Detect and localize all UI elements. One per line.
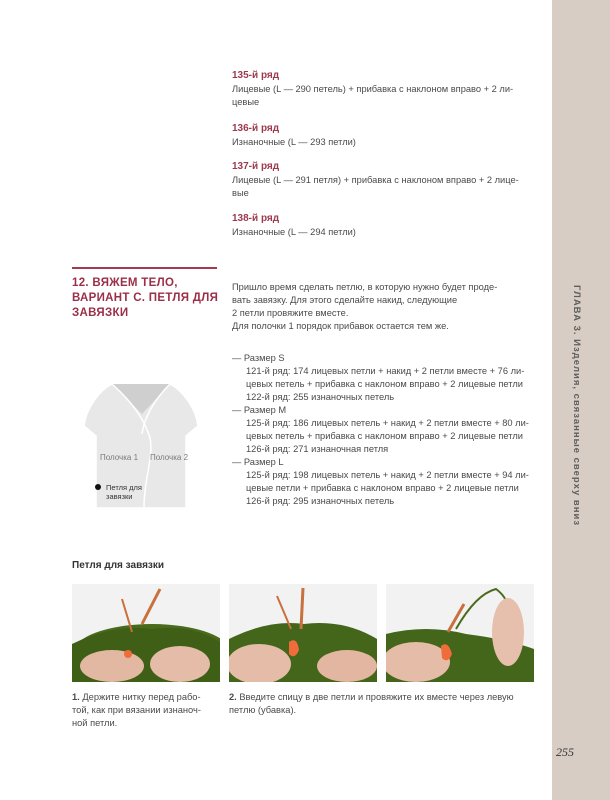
section-rule [72, 267, 217, 269]
size-label: — Размер S [232, 353, 285, 363]
row-block [232, 122, 542, 149]
section-intro: Пришло время сделать петлю, в которую нужно будет проде- вать завязку. Для этого сделайте накид, следующие 2 петли провяжите вместе. Для полочки 1 порядок прибавок остается тем же. [232, 282, 498, 331]
photo-caption-1 [72, 691, 222, 730]
knitting-photo-2 [229, 584, 377, 682]
caption-number: 2. [229, 692, 237, 702]
size-label: — Размер L [232, 457, 284, 467]
legend-line1: Петля для [106, 483, 142, 492]
size-line: 126-й ряд: 271 изнаночная петля [246, 444, 389, 454]
size-line: 125-й ряд: 186 лицевых петель + накид + 2 петли вместе + 80 ли- [246, 418, 529, 428]
photo-caption-2 [229, 691, 539, 717]
size-list [232, 352, 542, 508]
size-line: 121-й ряд: 174 лицевых петли + накид + 2 петли вместе + 76 ли- [246, 366, 525, 376]
section-title: 12. ВЯЖЕМ ТЕЛО, ВАРИАНТ С. ПЕТЛЯ ДЛЯ ЗАВЯЗКИ [72, 277, 219, 319]
chapter-title: ГЛАВА 3. Изделия, связанные сверху вниз [571, 285, 582, 527]
row-text: Изнаночные (L — 293 петли) [232, 137, 356, 147]
row-title: 137-й ряд [232, 161, 280, 172]
size-item [232, 352, 542, 404]
row-text: Лицевые (L — 290 петель) + прибавка с наклоном вправо + 2 ли- цевые [232, 84, 514, 107]
caption-text: Введите спицу в две петли и провяжите их вместе через левую петлю (убавка). [229, 692, 514, 715]
legend-line2: завязки [106, 492, 133, 501]
diagram-left-label: Полочка 1 [100, 453, 139, 462]
caption-number: 1. [72, 692, 80, 702]
size-line: 125-й ряд: 198 лицевых петель + накид + 2 петли вместе + 94 ли- [246, 470, 529, 480]
diagram-right-label: Полочка 2 [150, 453, 189, 462]
row-title: 136-й ряд [232, 123, 280, 134]
tie-loop-marker [95, 484, 101, 490]
photos-title: Петля для завязки [72, 560, 165, 571]
knitting-photo-1 [72, 584, 220, 682]
size-line: цевые петли + прибавка с наклоном вправо + 2 лицевые петли [246, 483, 519, 493]
size-item [232, 456, 542, 508]
row-block [232, 212, 542, 239]
row-block [232, 69, 542, 109]
size-line: 126-й ряд: 295 изнаночных петель [246, 496, 395, 506]
size-item [232, 404, 542, 456]
garment-diagram [82, 378, 200, 508]
size-line: цевых петель + прибавка с наклоном вправо + 2 лицевые петли [246, 431, 523, 441]
row-text: Изнаночные (L — 294 петли) [232, 227, 356, 237]
size-line: цевых петель + прибавка с наклоном вправо + 2 лицевые петли [246, 379, 523, 389]
size-label: — Размер M [232, 405, 287, 415]
page-number: 255 [556, 745, 574, 759]
row-title: 135-й ряд [232, 70, 280, 81]
row-title: 138-й ряд [232, 213, 280, 224]
caption-text: Держите нитку перед рабо- той, как при вязании изнаноч- ной петли. [72, 692, 201, 728]
knitting-photo-3 [386, 584, 534, 682]
row-text: Лицевые (L — 291 петля) + прибавка с наклоном вправо + 2 лице- вые [232, 175, 519, 198]
size-line: 122-й ряд: 255 изнаночных петель [246, 392, 395, 402]
row-block [232, 160, 542, 200]
